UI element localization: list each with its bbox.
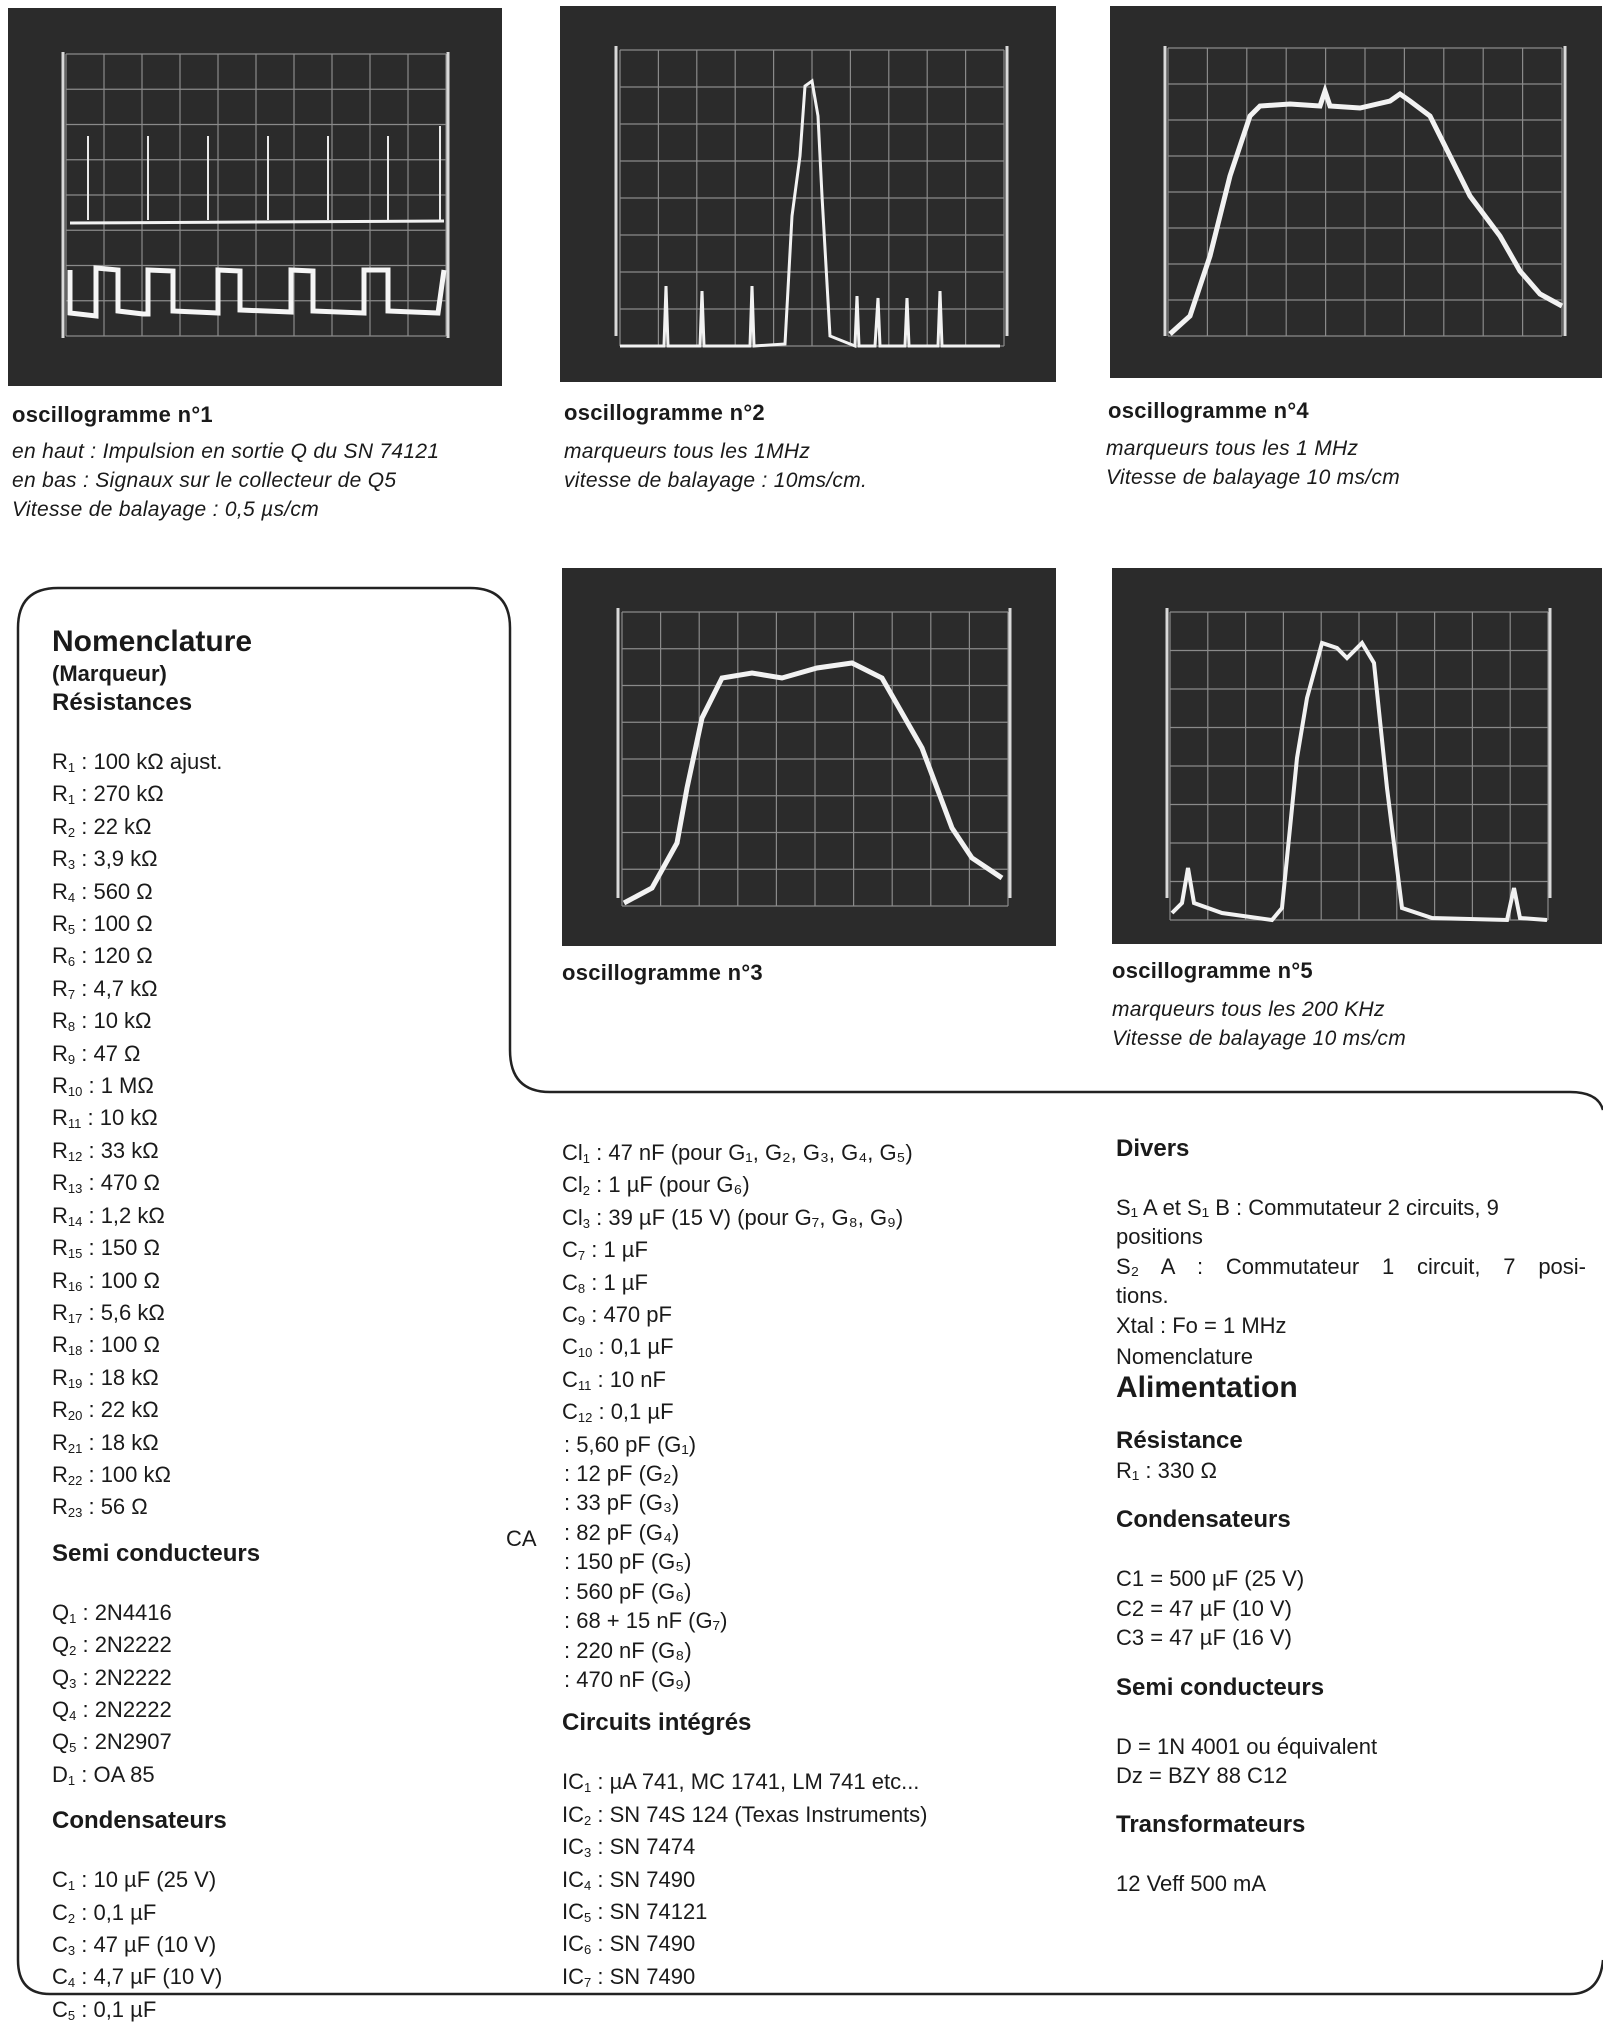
oscillogram-4-title: oscillogramme n°4: [1108, 398, 1309, 423]
divers-title: Divers: [1116, 1135, 1190, 1162]
capacitor-item: $C_5$ : 0,1 µF: [52, 1996, 157, 2023]
resistance-item: $R_{23}$ : 56 Ω: [52, 1494, 148, 1521]
nomenclature-right-column: [1116, 1134, 1586, 1899]
oscillogram-2-title: oscillogramme n°2: [564, 400, 765, 425]
semiconductor-item: $Q_5$ : 2N2907: [52, 1729, 172, 1756]
resistance-item: $R_{11}$ : 10 kΩ: [52, 1105, 158, 1132]
resistance-item: $R_{15}$ : 150 Ω: [52, 1235, 160, 1262]
resistance-item: $R_{16}$ : 100 Ω: [52, 1267, 160, 1294]
resistance-item: $R_{14}$ : 1,2 kΩ: [52, 1202, 165, 1229]
divers-line: Xtal : Fo = 1 MHz: [1116, 1312, 1287, 1338]
semiconductor-item: $Q_3$ : 2N2222: [52, 1664, 172, 1691]
capacitor-item: $C_2$ : 0,1 µF: [52, 1899, 157, 1926]
resistance-item: $R_{22}$ : 100 kΩ: [52, 1461, 171, 1488]
ic-item: $IC_6$ : SN 7490: [562, 1931, 696, 1958]
capacitor-item: $C_7$ : 1 µF: [562, 1237, 648, 1264]
alim-semi-line: D = 1N 4001 ou équivalent: [1116, 1733, 1378, 1759]
ca-label: CA: [506, 1526, 537, 1551]
capacitor-item: $Cl_3$ : 39 µF (15 V) (pour G₇, G₈, G₉): [562, 1204, 904, 1231]
caption-line: Vitesse de balayage : 0,5 µs/cm: [12, 498, 320, 521]
alim-cond-line: C2 = 47 µF (10 V): [1116, 1595, 1292, 1621]
ic-item: $IC_4$ : SN 7490: [562, 1866, 696, 1893]
ca-value-item: : 220 nF (G₈): [564, 1637, 692, 1663]
capacitor-item: $C_4$ : 4,7 µF (10 V): [52, 1964, 223, 1991]
alimentation-title: Alimentation: [1116, 1371, 1298, 1405]
resistance-item: $R_{19}$ : 18 kΩ: [52, 1364, 159, 1391]
caption-line: en bas : Signaux sur le collecteur de Q5: [12, 469, 397, 492]
resistance-item: $R_1$ : 270 kΩ: [52, 781, 164, 808]
ic-list: [562, 1767, 1082, 1994]
resistance-item: $R_{17}$ : 5,6 kΩ: [52, 1299, 165, 1326]
ca-value-item: : 68 + 15 nF (G₇): [564, 1608, 728, 1634]
capacitor-item: $Cl_1$ : 47 nF (pour G₁, G₂, G₃, G₄, G₅): [562, 1140, 913, 1166]
capacitor-item: $C_8$ : 1 µF: [562, 1269, 648, 1296]
ca-value-item: : 5,60 pF (G₁): [564, 1431, 697, 1457]
caption-line: Vitesse de balayage 10 ms/cm: [1106, 466, 1401, 489]
semi-list: [52, 1598, 472, 1792]
ic-item: $IC_2$ : SN 74S 124 (Texas Instruments): [562, 1801, 928, 1828]
resistance-item: $R_5$ : 100 Ω: [52, 911, 153, 938]
capacitor-list: [562, 1138, 1082, 1430]
transformateurs-title: Transformateurs: [1116, 1811, 1306, 1839]
capacitor-item: $C_9$ : 470 pF: [562, 1302, 672, 1329]
resistance-value: R₁ : 330 Ω: [1116, 1458, 1217, 1484]
capacitor-item: $C_3$ : 47 µF (10 V): [52, 1932, 217, 1958]
ic-item: $IC_1$ : µA 741, MC 1741, LM 741 etc...: [562, 1769, 920, 1796]
caption-line: marqueurs tous les 1MHz: [564, 440, 811, 463]
condensateurs-title: Condensateurs: [52, 1807, 227, 1835]
alim-condensateurs-title: Condensateurs: [1116, 1506, 1291, 1534]
divers-line: tions.: [1116, 1283, 1169, 1309]
semi-title: Semi conducteurs: [52, 1539, 261, 1567]
capacitor-item: $C_{10}$ : 0,1 µF: [562, 1334, 674, 1361]
oscillogram-5-title: oscillogramme n°5: [1112, 958, 1313, 983]
ic-item: $IC_5$ : SN 74121: [562, 1898, 708, 1925]
oscillogram-1-title: oscillogramme n°1: [12, 402, 213, 427]
resistance-item: $R_{21}$ : 18 kΩ: [52, 1429, 159, 1456]
caption-line: en haut : Impulsion en sortie Q du SN 74121: [12, 440, 440, 463]
caption-line: Vitesse de balayage 10 ms/cm: [1112, 1027, 1407, 1050]
condensateurs-list: [52, 1865, 472, 2027]
resistance-item: $R_{20}$ : 22 kΩ: [52, 1397, 159, 1424]
nomenclature-label: Nomenclature: [1116, 1344, 1253, 1370]
ca-value-item: : 470 nF (G₉): [564, 1666, 692, 1692]
resistances-title: Résistances: [52, 689, 193, 716]
semiconductor-item: $Q_4$ : 2N2222: [52, 1696, 172, 1723]
resistance-item: $R_4$ : 560 Ω: [52, 878, 153, 905]
capacitor-item: $C_{11}$ : 10 nF: [562, 1366, 666, 1393]
divers-line: S₂ A : Commutateur 1 circuit, 7 posi-: [1116, 1253, 1586, 1279]
resistance-item: $R_{10}$ : 1 MΩ: [52, 1073, 154, 1100]
alim-semi-title: Semi conducteurs: [1116, 1673, 1325, 1701]
resistance-item: $R_8$ : 10 kΩ: [52, 1008, 152, 1035]
nomenclature-subtitle: (Marqueur): [52, 661, 167, 686]
resistance-item: $R_9$ : 47 Ω: [52, 1040, 141, 1067]
resistance-item: $R_{18}$ : 100 Ω: [52, 1332, 160, 1359]
ic-item: $IC_7$ : SN 7490: [562, 1963, 696, 1990]
ca-value-item: : 150 pF (G₅): [564, 1549, 692, 1575]
nomenclature-left-column: [52, 624, 472, 2027]
caption-line: marqueurs tous les 200 KHz: [1112, 998, 1385, 1021]
resistance-item: $R_1$ : 100 kΩ ajust.: [52, 749, 223, 775]
alim-cond-line: C1 = 500 µF (25 V): [1116, 1566, 1305, 1592]
ca-value-item: : 82 pF (G₄): [564, 1519, 680, 1545]
semiconductor-item: $Q_2$ : 2N2222: [52, 1632, 172, 1659]
alim-cond-line: C3 = 47 µF (16 V): [1116, 1625, 1292, 1651]
caption-line: vitesse de balayage : 10ms/cm.: [564, 469, 868, 492]
resistance-item: $R_{13}$ : 470 Ω: [52, 1170, 160, 1197]
resistance-title: Résistance: [1116, 1427, 1243, 1455]
resistance-item: $R_7$ : 4,7 kΩ: [52, 975, 158, 1002]
ic-item: $IC_3$ : SN 7474: [562, 1834, 696, 1861]
resistance-item: $R_{12}$ : 33 kΩ: [52, 1137, 159, 1164]
caption-line: marqueurs tous les 1 MHz: [1106, 437, 1359, 460]
transformateur-value: 12 Veff 500 mA: [1116, 1871, 1267, 1897]
ca-value-item: : 33 pF (G₃): [564, 1490, 680, 1516]
oscillogram-3-title: oscillogramme n°3: [562, 960, 763, 985]
nomenclature-middle-column: [562, 1138, 1082, 1994]
semiconductor-item: $D_1$ : OA 85: [52, 1761, 155, 1788]
capacitor-item: $C_{12}$ : 0,1 µF: [562, 1399, 674, 1426]
alim-semi-line: Dz = BZY 88 C12: [1116, 1763, 1288, 1789]
circuits-integres-title: Circuits intégrés: [562, 1709, 752, 1737]
resistance-item: $R_2$ : 22 kΩ: [52, 813, 152, 840]
divers-line: S₁ A et S₁ B : Commutateur 2 circuits, 9: [1116, 1195, 1499, 1220]
resistance-item: $R_3$ : 3,9 kΩ: [52, 846, 158, 873]
nomenclature-title: Nomenclature: [52, 625, 253, 658]
divers-line: positions: [1116, 1224, 1203, 1250]
ca-list: [562, 1430, 1082, 1695]
ca-value-item: : 12 pF (G₂): [564, 1461, 679, 1487]
semiconductor-item: $Q_1$ : 2N4416: [52, 1599, 172, 1626]
resistances-list: [52, 747, 472, 1525]
capacitor-item: $C_1$ : 10 µF (25 V): [52, 1867, 217, 1894]
resistance-item: $R_6$ : 120 Ω: [52, 943, 153, 970]
ca-value-item: : 560 pF (G₆): [564, 1578, 692, 1604]
capacitor-item: $Cl_2$ : 1 µF (pour G₆): [562, 1172, 750, 1199]
